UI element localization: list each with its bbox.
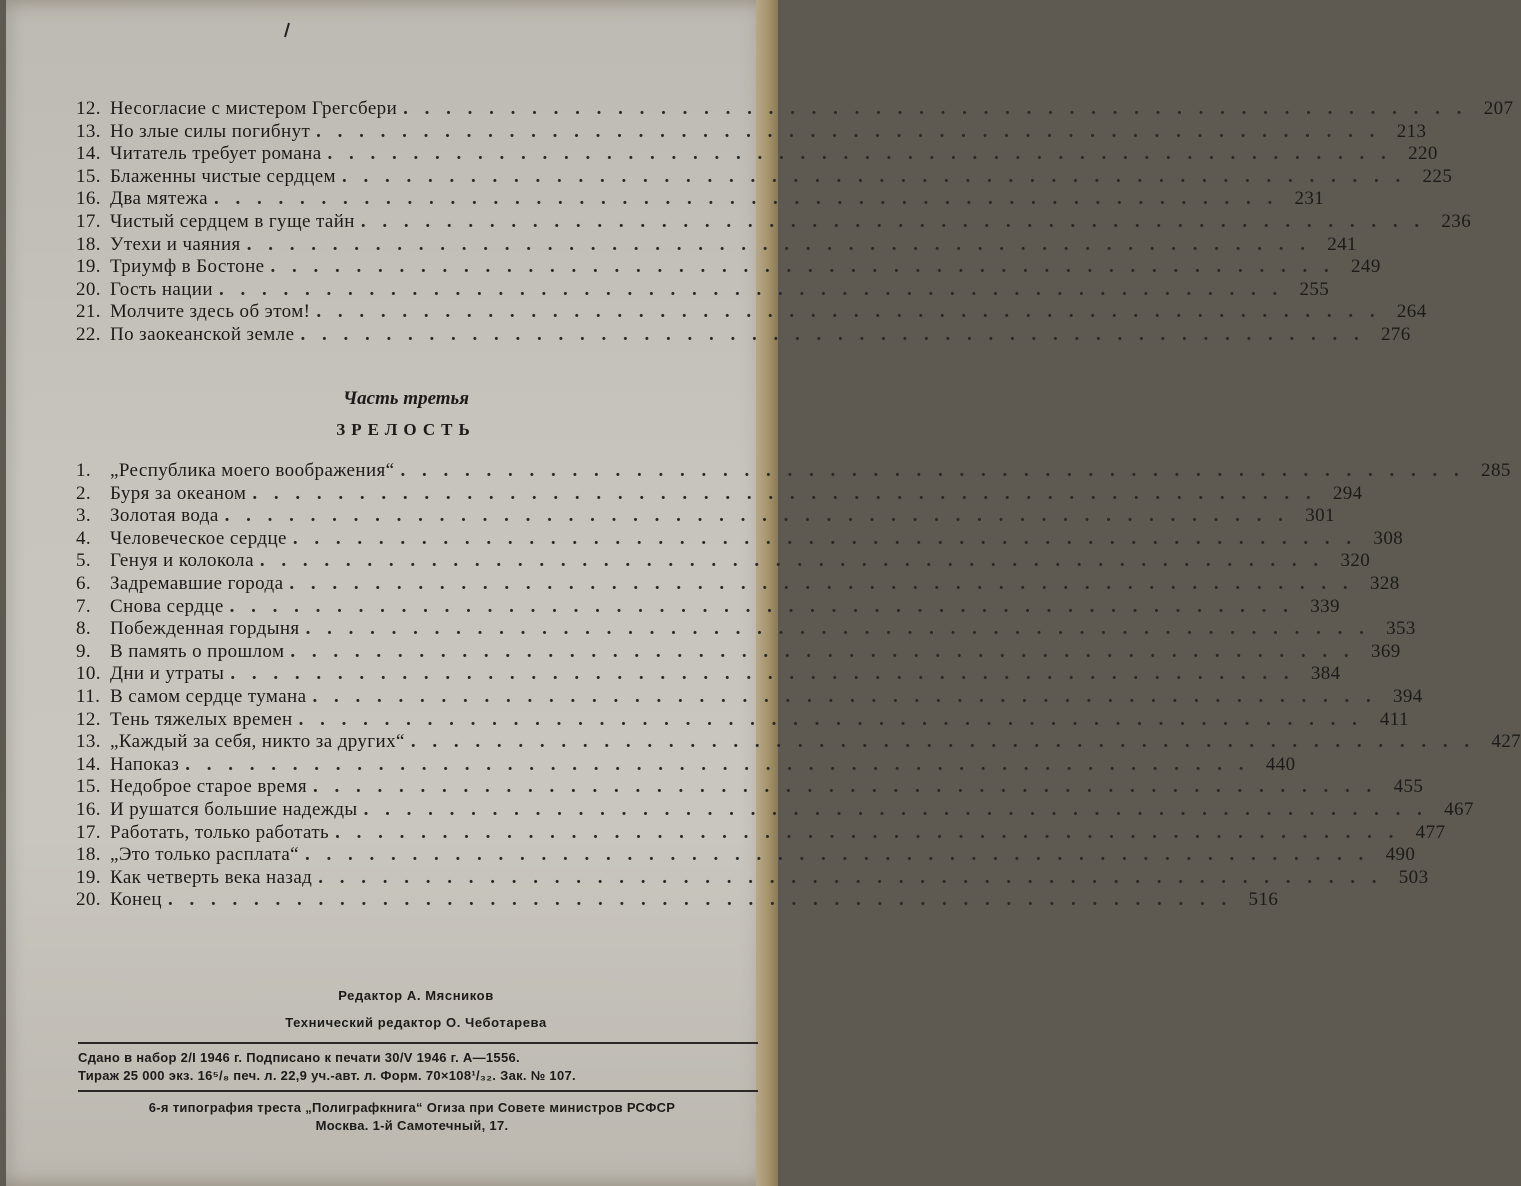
toc-entry-number: 8. xyxy=(76,618,92,640)
toc-entry-number: 18. xyxy=(76,233,101,255)
toc-entry-title: „Это только расплата“ xyxy=(110,844,300,866)
ink-mark xyxy=(282,22,292,38)
imprint-line-1: Сдано в набор 2/I 1946 г. Подписано к печати 30/V 1946 г. А—1556. xyxy=(78,1050,520,1065)
toc-entry-page: 440 xyxy=(1265,753,1296,775)
toc-entry-number: 1. xyxy=(76,460,92,481)
toc-entry-title: Читатель требует романа xyxy=(110,143,322,165)
toc-entry xyxy=(76,708,1409,732)
toc-entry-page: 236 xyxy=(1441,211,1472,232)
imprint-rule-bottom xyxy=(78,1090,758,1092)
toc-entry-title: Напоказ xyxy=(110,753,180,775)
toc-entry-title: В самом сердце тумана xyxy=(110,686,307,707)
toc-entry xyxy=(76,233,1357,257)
toc-entry-number: 16. xyxy=(76,799,101,820)
book-page xyxy=(6,0,1521,1186)
toc-entry-title: Работать, только работать xyxy=(110,821,330,843)
toc-entry-page: 455 xyxy=(1393,776,1424,798)
toc-entry xyxy=(76,686,1423,709)
toc-entry-number: 19. xyxy=(76,256,101,278)
editor-credit: Редактор А. Мясников xyxy=(338,988,494,1003)
toc-entry-page: 467 xyxy=(1444,799,1474,820)
toc-entry-title: Но злые силы погибнут xyxy=(110,120,311,142)
toc-entry-page: 276 xyxy=(1380,324,1411,345)
toc-entry-page: 225 xyxy=(1422,165,1453,187)
toc-entry xyxy=(76,731,1521,754)
toc-entry xyxy=(76,188,1325,211)
toc-entry-page: 369 xyxy=(1370,640,1401,662)
toc-entry xyxy=(76,595,1340,619)
toc-entry-number: 18. xyxy=(76,844,101,866)
toc-entry-title: Конец xyxy=(110,889,162,911)
toc-entry-title: Генуя и колокола xyxy=(110,550,254,572)
toc-entry xyxy=(76,573,1400,596)
toc-entry-number: 12. xyxy=(76,708,101,730)
toc-dot-leader: . . . . . . . . . . . . . . . . . . . . . . . . . . . . . . . . . . . . . . . . . . . . . . . . . . xyxy=(363,799,1428,820)
toc-entry xyxy=(76,505,1335,528)
toc-entry-title: По заокеанской земле xyxy=(110,324,295,345)
toc-entry-page: 285 xyxy=(1481,460,1511,481)
printer-line-1: 6-я типография треста „Полиграфкнига“ Огиза при Совете министров РСФСР xyxy=(148,1100,676,1115)
toc-entry xyxy=(76,120,1427,144)
toc-entry-page: 427 xyxy=(1491,731,1521,753)
toc-dot-leader: . . . . . . . . . . . . . . . . . . . . . . . . . . . . . . . . . . . . . . . . . . . . . . . . . . xyxy=(341,165,1407,187)
toc-entry-page: 231 xyxy=(1294,188,1325,210)
toc-dot-leader: . . . . . . . . . . . . . . . . . . . . . . . . . . . . . . . . . . . . . . . . . . . . . . . . . . xyxy=(316,120,1381,142)
toc-dot-leader: . . . . . . . . . . . . . . . . . . . . . . . . . . . . . . . . . . . . . . . . . . . . . . . . . . xyxy=(316,301,1381,323)
toc-entry-number: 6. xyxy=(76,573,92,594)
toc-dot-leader: . . . . . . . . . . . . . . . . . . . . . . . . . . . . . . . . . . . . . . . . . . . . . . . . . . xyxy=(327,143,1392,165)
toc-entry-number: 10. xyxy=(76,663,101,685)
toc-entry-title: Блаженны чистые сердцем xyxy=(110,165,336,187)
toc-entry-number: 17. xyxy=(76,211,101,232)
toc-entry xyxy=(76,844,1416,867)
toc-dot-leader: . . . . . . . . . . . . . . . . . . . . . . . . . . . . . . . . . . . . . . . . . . . . . . . . . . xyxy=(305,844,1370,866)
toc-dot-leader: . . . . . . . . . . . . . . . . . . . . . . . . . . . . . . . . . . . . . . . . . . . . . . . . . . xyxy=(318,866,1383,888)
toc-entry-number: 2. xyxy=(76,482,92,504)
toc-entry-title: Чистый сердцем в гуще тайн xyxy=(110,211,355,232)
toc-entry-title: „Каждый за себя, никто за других“ xyxy=(110,731,405,753)
toc-entry xyxy=(76,821,1446,845)
toc-entry-page: 411 xyxy=(1379,708,1409,730)
toc-entry-page: 328 xyxy=(1369,573,1400,594)
toc-entry-page: 241 xyxy=(1327,233,1357,255)
toc-entry-number: 13. xyxy=(76,731,101,753)
toc-dot-leader: . . . . . . . . . . . . . . . . . . . . . . . . . . . . . . . . . . . . . . . . . . . . . . . . . . xyxy=(335,821,1400,843)
toc-dot-leader: . . . . . . . . . . . . . . . . . . . . . . . . . . . . . . . . . . . . . . . . . . . . . . . . . . xyxy=(168,889,1233,911)
toc-dot-leader: . . . . . . . . . . . . . . . . . . . . . . . . . . . . . . . . . . . . . . . . . . . . . . . . . . xyxy=(312,686,1377,707)
toc-dot-leader: . . . . . . . . . . . . . . . . . . . . . . . . . . . . . . . . . . . . . . . . . . . . . . . . . . xyxy=(305,618,1370,640)
toc-entry-title: Молчите здесь об этом! xyxy=(110,301,311,323)
imprint-line-2: Тираж 25 000 экз. 16⁵/₈ печ. л. 22,9 уч.-авт. л. Форм. 70×108¹/₃₂. Зак. № 107. xyxy=(78,1068,576,1083)
toc-dot-leader: . . . . . . . . . . . . . . . . . . . . . . . . . . . . . . . . . . . . . . . . . . . . . . . . . . xyxy=(400,460,1465,481)
toc-dot-leader: . . . . . . . . . . . . . . . . . . . . . . . . . . . . . . . . . . . . . . . . . . . . . . . . . . xyxy=(290,640,1355,662)
toc-dot-leader: . . . . . . . . . . . . . . . . . . . . . . . . . . . . . . . . . . . . . . . . . . . . . . . . . . xyxy=(313,776,1378,798)
toc-entry xyxy=(76,98,1514,121)
toc-entry xyxy=(76,324,1411,347)
toc-entry-number: 12. xyxy=(76,98,101,119)
toc-entry-page: 301 xyxy=(1305,505,1335,527)
toc-entry-page: 255 xyxy=(1299,278,1330,300)
toc-entry-number: 22. xyxy=(76,324,101,345)
toc-entry-title: Задремавшие города xyxy=(110,573,284,594)
toc-entry-title: Утехи и чаяния xyxy=(110,233,241,255)
toc-entry xyxy=(76,889,1279,912)
toc-entry-page: 503 xyxy=(1398,866,1429,888)
toc-entry-number: 14. xyxy=(76,753,101,775)
toc-dot-leader: . . . . . . . . . . . . . . . . . . . . . . . . . . . . . . . . . . . . . . . . . . . . . . . . . . xyxy=(403,98,1468,119)
toc-entry-page: 477 xyxy=(1415,821,1446,843)
tech-editor-credit: Технический редактор О. Чеботарева xyxy=(285,1015,547,1030)
toc-entry xyxy=(76,482,1363,506)
toc-entry-title: Побежденная гордыня xyxy=(110,618,300,640)
toc-dot-leader: . . . . . . . . . . . . . . . . . . . . . . . . . . . . . . . . . . . . . . . . . . . . . . . . . . xyxy=(292,527,1358,549)
toc-entry-number: 20. xyxy=(76,889,101,911)
toc-entry-number: 20. xyxy=(76,278,101,300)
toc-entry-page: 264 xyxy=(1396,301,1427,323)
toc-entry xyxy=(76,866,1429,890)
toc-dot-leader: . . . . . . . . . . . . . . . . . . . . . . . . . . . . . . . . . . . . . . . . . . . . . . . . . . xyxy=(270,256,1335,278)
toc-dot-leader: . . . . . . . . . . . . . . . . . . . . . . . . . . . . . . . . . . . . . . . . . . . . . . . . . . xyxy=(410,731,1476,753)
toc-dot-leader: . . . . . . . . . . . . . . . . . . . . . . . . . . . . . . . . . . . . . . . . . . . . . . . . . . xyxy=(229,595,1294,617)
toc-entry-page: 308 xyxy=(1373,527,1404,549)
toc-entry-page: 249 xyxy=(1351,256,1381,278)
toc-entry-page: 394 xyxy=(1393,686,1423,707)
toc-entry-number: 11. xyxy=(76,686,101,707)
toc-entry-page: 353 xyxy=(1386,618,1416,640)
toc-entry-title: Триумф в Бостоне xyxy=(110,256,265,278)
imprint-rule-top xyxy=(78,1042,758,1044)
toc-entry-number: 19. xyxy=(76,866,101,888)
toc-entry-number: 17. xyxy=(76,821,101,843)
part-heading: Часть третья xyxy=(342,388,470,409)
toc-entry-title: „Республика моего воображения“ xyxy=(110,460,395,481)
toc-entry xyxy=(76,640,1401,664)
toc-dot-leader: . . . . . . . . . . . . . . . . . . . . . . . . . . . . . . . . . . . . . . . . . . . . . . . . . . xyxy=(298,708,1363,730)
toc-entry xyxy=(76,301,1427,324)
toc-entry-page: 213 xyxy=(1396,120,1427,142)
toc-entry xyxy=(76,165,1453,189)
toc-dot-leader: . . . . . . . . . . . . . . . . . . . . . . . . . . . . . . . . . . . . . . . . . . . . . . . . . . xyxy=(246,233,1311,255)
toc-entry xyxy=(76,618,1416,641)
toc-entry xyxy=(76,550,1371,573)
toc-entry-title: И рушатся большие надежды xyxy=(110,799,358,820)
toc-entry-title: Несогласие с мистером Грегсбери xyxy=(110,98,398,119)
toc-entry-number: 15. xyxy=(76,776,101,798)
toc-entry-title: Недоброе старое время xyxy=(110,776,308,798)
toc-entry-number: 5. xyxy=(76,550,92,572)
toc-entry-number: 13. xyxy=(76,120,101,142)
toc-entry-number: 14. xyxy=(76,143,101,165)
toc-dot-leader: . . . . . . . . . . . . . . . . . . . . . . . . . . . . . . . . . . . . . . . . . . . . . . . . . . xyxy=(360,211,1426,232)
toc-entry-number: 3. xyxy=(76,505,92,527)
printer-line-2: Москва. 1-й Самотечный, 17. xyxy=(315,1118,509,1133)
toc-entry xyxy=(76,527,1404,551)
toc-entry xyxy=(76,753,1296,777)
toc-entry xyxy=(76,211,1472,234)
toc-entry-title: Буря за океаном xyxy=(110,482,247,504)
toc-entry-title: В память о прошлом xyxy=(110,640,285,662)
toc-entry-number: 15. xyxy=(76,165,101,187)
toc-entry-title: Два мятежа xyxy=(110,188,208,210)
toc-entry xyxy=(76,460,1511,483)
toc-entry-title: Человеческое сердце xyxy=(110,527,287,549)
toc-entry-title: Дни и утраты xyxy=(110,663,225,685)
toc-entry-page: 490 xyxy=(1385,844,1416,866)
toc-entry xyxy=(76,663,1341,686)
toc-entry xyxy=(76,278,1330,302)
toc-dot-leader: . . . . . . . . . . . . . . . . . . . . . . . . . . . . . . . . . . . . . . . . . . . . . . . . . . xyxy=(185,753,1250,775)
toc-entry-number: 9. xyxy=(76,640,92,662)
toc-dot-leader: . . . . . . . . . . . . . . . . . . . . . . . . . . . . . . . . . . . . . . . . . . . . . . . . . . xyxy=(252,482,1317,504)
toc-entry-page: 220 xyxy=(1408,143,1438,165)
toc-dot-leader: . . . . . . . . . . . . . . . . . . . . . . . . . . . . . . . . . . . . . . . . . . . . . . . . . . xyxy=(230,663,1295,685)
toc-entry-title: Снова сердце xyxy=(110,595,224,617)
toc-entry-page: 207 xyxy=(1483,98,1514,119)
toc-dot-leader: . . . . . . . . . . . . . . . . . . . . . . . . . . . . . . . . . . . . . . . . . . . . . . . . . . xyxy=(259,550,1325,572)
toc-entry xyxy=(76,799,1474,822)
toc-entry xyxy=(76,256,1381,279)
toc-entry-title: Тень тяжелых времен xyxy=(110,708,293,730)
toc-entry xyxy=(76,143,1438,166)
toc-entry-number: 21. xyxy=(76,301,101,323)
toc-dot-leader: . . . . . . . . . . . . . . . . . . . . . . . . . . . . . . . . . . . . . . . . . . . . . . . . . . xyxy=(218,278,1284,300)
toc-entry-page: 516 xyxy=(1248,889,1279,911)
toc-dot-leader: . . . . . . . . . . . . . . . . . . . . . . . . . . . . . . . . . . . . . . . . . . . . . . . . . . xyxy=(289,573,1354,594)
toc-entry-number: 16. xyxy=(76,188,101,210)
toc-entry-title: Гость нации xyxy=(110,278,213,300)
toc-entry-page: 339 xyxy=(1310,595,1340,617)
toc-entry-number: 4. xyxy=(76,527,92,549)
toc-entry-page: 320 xyxy=(1340,550,1371,572)
toc-entry-number: 7. xyxy=(76,595,92,617)
toc-dot-leader: . . . . . . . . . . . . . . . . . . . . . . . . . . . . . . . . . . . . . . . . . . . . . . . . . . xyxy=(300,324,1365,345)
toc-dot-leader: . . . . . . . . . . . . . . . . . . . . . . . . . . . . . . . . . . . . . . . . . . . . . . . . . . xyxy=(213,188,1279,210)
toc-dot-leader: . . . . . . . . . . . . . . . . . . . . . . . . . . . . . . . . . . . . . . . . . . . . . . . . . . xyxy=(224,505,1289,527)
toc-entry-title: Как четверть века назад xyxy=(110,866,313,888)
toc-entry-page: 294 xyxy=(1332,482,1363,504)
toc-entry xyxy=(76,776,1424,799)
toc-entry-page: 384 xyxy=(1310,663,1341,685)
section-title: ЗРЕЛОСТЬ xyxy=(336,420,476,439)
toc-entry-title: Золотая вода xyxy=(110,505,219,527)
